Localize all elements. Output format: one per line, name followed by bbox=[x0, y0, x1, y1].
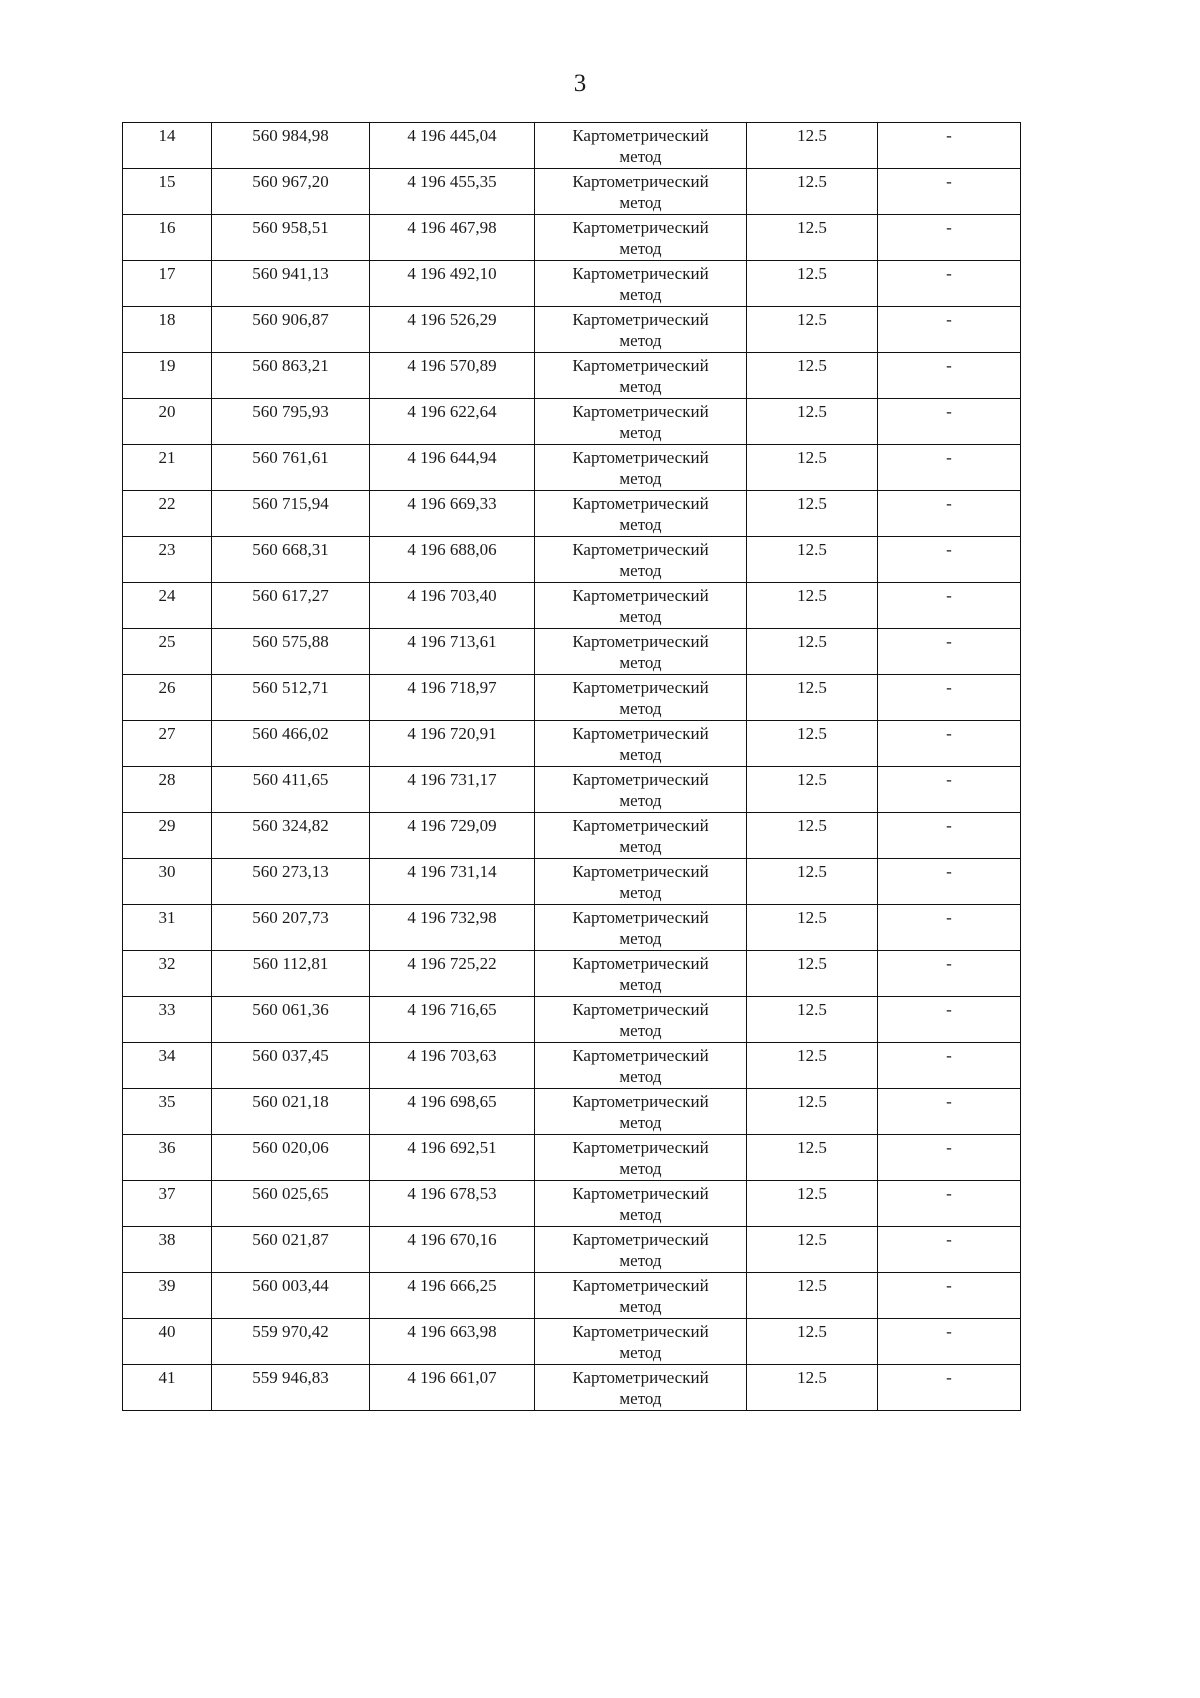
point-number-cell: 33 bbox=[123, 997, 212, 1043]
y-coordinate-cell: 4 196 670,16 bbox=[370, 1227, 535, 1273]
method-cell bbox=[535, 1319, 747, 1365]
method-cell bbox=[535, 583, 747, 629]
method-text: Картометрический метод bbox=[572, 356, 709, 396]
method-text: Картометрический метод bbox=[572, 264, 709, 304]
x-coordinate-cell: 560 715,94 bbox=[212, 491, 370, 537]
accuracy-cell: 12.5 bbox=[747, 1319, 878, 1365]
point-number-cell: 30 bbox=[123, 859, 212, 905]
x-coordinate-cell: 560 021,18 bbox=[212, 1089, 370, 1135]
y-coordinate-cell: 4 196 692,51 bbox=[370, 1135, 535, 1181]
method-cell bbox=[535, 1227, 747, 1273]
x-coordinate-cell: 560 512,71 bbox=[212, 675, 370, 721]
y-coordinate-cell: 4 196 729,09 bbox=[370, 813, 535, 859]
note-cell: - bbox=[878, 491, 1021, 537]
method-text: Картометрический метод bbox=[572, 816, 709, 856]
accuracy-cell: 12.5 bbox=[747, 1043, 878, 1089]
accuracy-cell: 12.5 bbox=[747, 1181, 878, 1227]
method-cell bbox=[535, 491, 747, 537]
point-number-cell: 15 bbox=[123, 169, 212, 215]
point-number-cell: 32 bbox=[123, 951, 212, 997]
y-coordinate-cell: 4 196 663,98 bbox=[370, 1319, 535, 1365]
table-row bbox=[123, 537, 1021, 583]
method-cell bbox=[535, 997, 747, 1043]
x-coordinate-cell: 560 466,02 bbox=[212, 721, 370, 767]
accuracy-cell: 12.5 bbox=[747, 813, 878, 859]
accuracy-cell: 12.5 bbox=[747, 399, 878, 445]
accuracy-cell: 12.5 bbox=[747, 215, 878, 261]
method-text: Картометрический метод bbox=[572, 402, 709, 442]
accuracy-cell: 12.5 bbox=[747, 491, 878, 537]
note-cell: - bbox=[878, 721, 1021, 767]
y-coordinate-cell: 4 196 570,89 bbox=[370, 353, 535, 399]
note-cell: - bbox=[878, 1365, 1021, 1411]
note-cell: - bbox=[878, 307, 1021, 353]
note-cell: - bbox=[878, 261, 1021, 307]
method-cell bbox=[535, 307, 747, 353]
x-coordinate-cell: 559 970,42 bbox=[212, 1319, 370, 1365]
method-cell bbox=[535, 123, 747, 169]
method-text: Картометрический метод bbox=[572, 1322, 709, 1362]
x-coordinate-cell: 560 061,36 bbox=[212, 997, 370, 1043]
y-coordinate-cell: 4 196 688,06 bbox=[370, 537, 535, 583]
method-text: Картометрический метод bbox=[572, 1138, 709, 1178]
method-text: Картометрический метод bbox=[572, 1276, 709, 1316]
y-coordinate-cell: 4 196 725,22 bbox=[370, 951, 535, 997]
method-cell bbox=[535, 767, 747, 813]
method-text: Картометрический метод bbox=[572, 126, 709, 166]
table-row bbox=[123, 445, 1021, 491]
note-cell: - bbox=[878, 1043, 1021, 1089]
accuracy-cell: 12.5 bbox=[747, 721, 878, 767]
accuracy-cell: 12.5 bbox=[747, 905, 878, 951]
x-coordinate-cell: 560 941,13 bbox=[212, 261, 370, 307]
coordinates-table bbox=[122, 122, 1021, 1411]
method-cell bbox=[535, 1043, 747, 1089]
table-row bbox=[123, 1273, 1021, 1319]
method-text: Картометрический метод bbox=[572, 1230, 709, 1270]
method-cell bbox=[535, 169, 747, 215]
y-coordinate-cell: 4 196 703,40 bbox=[370, 583, 535, 629]
point-number-cell: 22 bbox=[123, 491, 212, 537]
method-text: Картометрический метод bbox=[572, 678, 709, 718]
note-cell: - bbox=[878, 123, 1021, 169]
method-cell bbox=[535, 721, 747, 767]
y-coordinate-cell: 4 196 732,98 bbox=[370, 905, 535, 951]
y-coordinate-cell: 4 196 720,91 bbox=[370, 721, 535, 767]
method-cell bbox=[535, 1273, 747, 1319]
point-number-cell: 26 bbox=[123, 675, 212, 721]
note-cell: - bbox=[878, 399, 1021, 445]
method-cell bbox=[535, 353, 747, 399]
accuracy-cell: 12.5 bbox=[747, 169, 878, 215]
accuracy-cell: 12.5 bbox=[747, 951, 878, 997]
table-row bbox=[123, 123, 1021, 169]
method-text: Картометрический метод bbox=[572, 448, 709, 488]
accuracy-cell: 12.5 bbox=[747, 123, 878, 169]
point-number-cell: 38 bbox=[123, 1227, 212, 1273]
method-cell bbox=[535, 1089, 747, 1135]
note-cell: - bbox=[878, 537, 1021, 583]
table-row bbox=[123, 1135, 1021, 1181]
method-cell bbox=[535, 1135, 747, 1181]
note-cell: - bbox=[878, 1273, 1021, 1319]
x-coordinate-cell: 560 025,65 bbox=[212, 1181, 370, 1227]
y-coordinate-cell: 4 196 445,04 bbox=[370, 123, 535, 169]
accuracy-cell: 12.5 bbox=[747, 1273, 878, 1319]
point-number-cell: 29 bbox=[123, 813, 212, 859]
accuracy-cell: 12.5 bbox=[747, 261, 878, 307]
x-coordinate-cell: 560 037,45 bbox=[212, 1043, 370, 1089]
accuracy-cell: 12.5 bbox=[747, 997, 878, 1043]
page-number: 3 bbox=[573, 70, 587, 97]
method-text: Картометрический метод bbox=[572, 310, 709, 350]
point-number-cell: 23 bbox=[123, 537, 212, 583]
point-number-cell: 18 bbox=[123, 307, 212, 353]
table-row bbox=[123, 951, 1021, 997]
table-row bbox=[123, 1089, 1021, 1135]
table-row bbox=[123, 813, 1021, 859]
x-coordinate-cell: 559 946,83 bbox=[212, 1365, 370, 1411]
point-number-cell: 31 bbox=[123, 905, 212, 951]
note-cell: - bbox=[878, 215, 1021, 261]
point-number-cell: 14 bbox=[123, 123, 212, 169]
x-coordinate-cell: 560 207,73 bbox=[212, 905, 370, 951]
y-coordinate-cell: 4 196 455,35 bbox=[370, 169, 535, 215]
table-row bbox=[123, 721, 1021, 767]
point-number-cell: 19 bbox=[123, 353, 212, 399]
x-coordinate-cell: 560 795,93 bbox=[212, 399, 370, 445]
method-cell bbox=[535, 813, 747, 859]
y-coordinate-cell: 4 196 713,61 bbox=[370, 629, 535, 675]
coordinates-table-body bbox=[123, 123, 1021, 1411]
accuracy-cell: 12.5 bbox=[747, 537, 878, 583]
point-number-cell: 39 bbox=[123, 1273, 212, 1319]
y-coordinate-cell: 4 196 622,64 bbox=[370, 399, 535, 445]
method-text: Картометрический метод bbox=[572, 1092, 709, 1132]
point-number-cell: 34 bbox=[123, 1043, 212, 1089]
table-row bbox=[123, 1319, 1021, 1365]
accuracy-cell: 12.5 bbox=[747, 675, 878, 721]
table-row bbox=[123, 491, 1021, 537]
table-row bbox=[123, 353, 1021, 399]
accuracy-cell: 12.5 bbox=[747, 1365, 878, 1411]
method-cell bbox=[535, 445, 747, 491]
x-coordinate-cell: 560 906,87 bbox=[212, 307, 370, 353]
note-cell: - bbox=[878, 1135, 1021, 1181]
accuracy-cell: 12.5 bbox=[747, 767, 878, 813]
accuracy-cell: 12.5 bbox=[747, 353, 878, 399]
method-cell bbox=[535, 629, 747, 675]
accuracy-cell: 12.5 bbox=[747, 1227, 878, 1273]
point-number-cell: 36 bbox=[123, 1135, 212, 1181]
x-coordinate-cell: 560 411,65 bbox=[212, 767, 370, 813]
table-row bbox=[123, 1043, 1021, 1089]
method-cell bbox=[535, 951, 747, 997]
note-cell: - bbox=[878, 1089, 1021, 1135]
note-cell: - bbox=[878, 951, 1021, 997]
table-row bbox=[123, 583, 1021, 629]
y-coordinate-cell: 4 196 467,98 bbox=[370, 215, 535, 261]
note-cell: - bbox=[878, 1319, 1021, 1365]
table-row bbox=[123, 169, 1021, 215]
table-row bbox=[123, 675, 1021, 721]
y-coordinate-cell: 4 196 492,10 bbox=[370, 261, 535, 307]
x-coordinate-cell: 560 863,21 bbox=[212, 353, 370, 399]
accuracy-cell: 12.5 bbox=[747, 859, 878, 905]
x-coordinate-cell: 560 761,61 bbox=[212, 445, 370, 491]
method-text: Картометрический метод bbox=[572, 218, 709, 258]
method-cell bbox=[535, 399, 747, 445]
point-number-cell: 41 bbox=[123, 1365, 212, 1411]
y-coordinate-cell: 4 196 703,63 bbox=[370, 1043, 535, 1089]
point-number-cell: 24 bbox=[123, 583, 212, 629]
method-text: Картометрический метод bbox=[572, 586, 709, 626]
point-number-cell: 40 bbox=[123, 1319, 212, 1365]
method-cell bbox=[535, 1365, 747, 1411]
note-cell: - bbox=[878, 1181, 1021, 1227]
note-cell: - bbox=[878, 905, 1021, 951]
table-row bbox=[123, 1227, 1021, 1273]
y-coordinate-cell: 4 196 661,07 bbox=[370, 1365, 535, 1411]
method-text: Картометрический метод bbox=[572, 862, 709, 902]
x-coordinate-cell: 560 324,82 bbox=[212, 813, 370, 859]
y-coordinate-cell: 4 196 731,17 bbox=[370, 767, 535, 813]
note-cell: - bbox=[878, 629, 1021, 675]
point-number-cell: 28 bbox=[123, 767, 212, 813]
note-cell: - bbox=[878, 1227, 1021, 1273]
point-number-cell: 35 bbox=[123, 1089, 212, 1135]
x-coordinate-cell: 560 020,06 bbox=[212, 1135, 370, 1181]
method-cell bbox=[535, 905, 747, 951]
method-text: Картометрический метод bbox=[572, 1184, 709, 1224]
x-coordinate-cell: 560 617,27 bbox=[212, 583, 370, 629]
point-number-cell: 20 bbox=[123, 399, 212, 445]
table-row bbox=[123, 629, 1021, 675]
method-text: Картометрический метод bbox=[572, 1000, 709, 1040]
table-row bbox=[123, 261, 1021, 307]
table-row bbox=[123, 1181, 1021, 1227]
x-coordinate-cell: 560 967,20 bbox=[212, 169, 370, 215]
point-number-cell: 37 bbox=[123, 1181, 212, 1227]
method-cell bbox=[535, 859, 747, 905]
x-coordinate-cell: 560 668,31 bbox=[212, 537, 370, 583]
method-cell bbox=[535, 215, 747, 261]
table-row bbox=[123, 1365, 1021, 1411]
note-cell: - bbox=[878, 859, 1021, 905]
table-row bbox=[123, 215, 1021, 261]
note-cell: - bbox=[878, 813, 1021, 859]
y-coordinate-cell: 4 196 669,33 bbox=[370, 491, 535, 537]
method-text: Картометрический метод bbox=[572, 1368, 709, 1408]
y-coordinate-cell: 4 196 718,97 bbox=[370, 675, 535, 721]
method-cell bbox=[535, 261, 747, 307]
y-coordinate-cell: 4 196 666,25 bbox=[370, 1273, 535, 1319]
table-row bbox=[123, 307, 1021, 353]
y-coordinate-cell: 4 196 698,65 bbox=[370, 1089, 535, 1135]
point-number-cell: 17 bbox=[123, 261, 212, 307]
accuracy-cell: 12.5 bbox=[747, 1135, 878, 1181]
note-cell: - bbox=[878, 583, 1021, 629]
accuracy-cell: 12.5 bbox=[747, 583, 878, 629]
y-coordinate-cell: 4 196 678,53 bbox=[370, 1181, 535, 1227]
x-coordinate-cell: 560 112,81 bbox=[212, 951, 370, 997]
x-coordinate-cell: 560 273,13 bbox=[212, 859, 370, 905]
x-coordinate-cell: 560 958,51 bbox=[212, 215, 370, 261]
table-row bbox=[123, 859, 1021, 905]
method-text: Картометрический метод bbox=[572, 494, 709, 534]
y-coordinate-cell: 4 196 644,94 bbox=[370, 445, 535, 491]
x-coordinate-cell: 560 575,88 bbox=[212, 629, 370, 675]
x-coordinate-cell: 560 984,98 bbox=[212, 123, 370, 169]
method-text: Картометрический метод bbox=[572, 632, 709, 672]
note-cell: - bbox=[878, 997, 1021, 1043]
note-cell: - bbox=[878, 169, 1021, 215]
x-coordinate-cell: 560 021,87 bbox=[212, 1227, 370, 1273]
accuracy-cell: 12.5 bbox=[747, 445, 878, 491]
point-number-cell: 25 bbox=[123, 629, 212, 675]
note-cell: - bbox=[878, 767, 1021, 813]
accuracy-cell: 12.5 bbox=[747, 1089, 878, 1135]
point-number-cell: 21 bbox=[123, 445, 212, 491]
point-number-cell: 16 bbox=[123, 215, 212, 261]
note-cell: - bbox=[878, 445, 1021, 491]
y-coordinate-cell: 4 196 526,29 bbox=[370, 307, 535, 353]
note-cell: - bbox=[878, 353, 1021, 399]
method-text: Картометрический метод bbox=[572, 540, 709, 580]
table-row bbox=[123, 905, 1021, 951]
method-text: Картометрический метод bbox=[572, 770, 709, 810]
method-cell bbox=[535, 1181, 747, 1227]
y-coordinate-cell: 4 196 716,65 bbox=[370, 997, 535, 1043]
method-cell bbox=[535, 675, 747, 721]
accuracy-cell: 12.5 bbox=[747, 307, 878, 353]
x-coordinate-cell: 560 003,44 bbox=[212, 1273, 370, 1319]
table-row bbox=[123, 767, 1021, 813]
accuracy-cell: 12.5 bbox=[747, 629, 878, 675]
method-cell bbox=[535, 537, 747, 583]
method-text: Картометрический метод bbox=[572, 724, 709, 764]
method-text: Картометрический метод bbox=[572, 908, 709, 948]
method-text: Картометрический метод bbox=[572, 172, 709, 212]
y-coordinate-cell: 4 196 731,14 bbox=[370, 859, 535, 905]
table-row bbox=[123, 997, 1021, 1043]
point-number-cell: 27 bbox=[123, 721, 212, 767]
method-text: Картометрический метод bbox=[572, 1046, 709, 1086]
method-text: Картометрический метод bbox=[572, 954, 709, 994]
table-row bbox=[123, 399, 1021, 445]
note-cell: - bbox=[878, 675, 1021, 721]
